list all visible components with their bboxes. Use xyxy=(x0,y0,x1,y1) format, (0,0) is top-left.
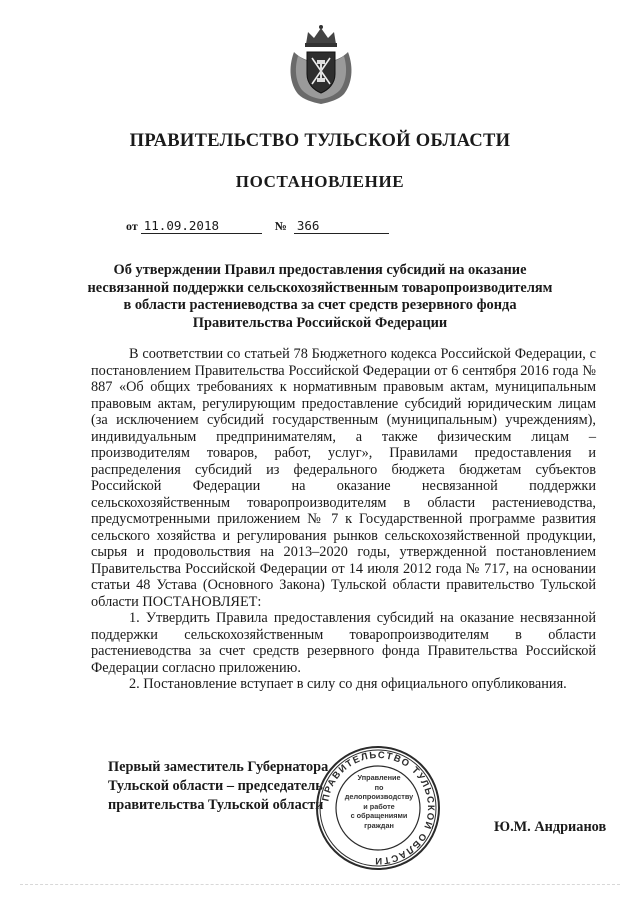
signatory-position-line: Тульской области – председатель xyxy=(108,778,323,794)
scan-edge-line xyxy=(20,884,620,886)
document-type: ПОСТАНОВЛЕНИЕ xyxy=(235,172,405,191)
subject-line: Об утверждении Правил предоставления субсидий на оказание xyxy=(113,262,527,278)
date-label: от xyxy=(126,219,138,233)
stamp-center-text xyxy=(340,773,418,830)
subject-line: в области растениеводства за счет средств резервного фонда xyxy=(123,297,517,313)
number-value: 366 xyxy=(294,219,389,234)
date-value: 11.09.2018 xyxy=(141,219,262,234)
subject-line: Правительства Российской Федерации xyxy=(192,314,448,331)
body-paragraph-preamble: В соответствии со статьей 78 Бюджетного кодекса Российской Федерации, с постановлением Правительства Российской Федерации от 6 сентября 2016 года № 887 «Об общих требованиях к нормативным правовым актам, муниципальным правовым актам, регулирующим предоставление субсидий юридическим лицам (за исключением субсидий государственным (муниципальным) учреждениям), индивидуальным предпринимателям, а также физическим лицам – производителям товаров, работ, услуг», Правилами предоставления и распределения субсидий из федерального бюджета бюджетам субъектов Российской Федерации на оказание несвязанной поддержки сельскохозяйственным товаропроизводителям в области растениеводства, предусмотренными приложением № 7 к Государственной программе развития сельского хозяйства и регулирования рынков сельскохозяйственной продукции, сырья и продовольствия на 2013–2020 годы, утвержденной постановлением Правительства Российской Федерации от 14 июля 2012 года № 717, на основании статьи 48 Устава (Основного Закона) Тульской области правительство Тульской области ПОСТАНОВЛЯЕТ: xyxy=(91,346,596,610)
stamp-ring-text: ПРАВИТЕЛЬСТВО ТУЛЬСКОЙ ОБЛАСТИ xyxy=(320,749,437,867)
stamp-line: Управление xyxy=(357,773,401,782)
body-paragraph-item-1: 1. Утвердить Правила предоставления субсидий на оказание несвязанной поддержки сельскохозяйственным товаропроизводителям в области растениеводства за счет средств резервного фонда Правительства Российской Федерации согласно приложению. xyxy=(91,610,596,676)
signatory-position xyxy=(108,758,328,815)
registration-line xyxy=(126,219,389,234)
signatory-position-line: правительства Тульской области xyxy=(108,797,324,813)
stamp-line: и работе xyxy=(363,801,395,811)
stamp-line: по делопроизводству xyxy=(344,782,414,801)
signatory-name: Ю.М. Андрианов xyxy=(494,819,607,835)
body-paragraph-item-2: 2. Постановление вступает в силу со дня официального опубликования. xyxy=(129,676,567,692)
tula-coat-of-arms-icon xyxy=(284,22,358,106)
organization-title: ПРАВИТЕЛЬСТВО ТУЛЬСКОЙ ОБЛАСТИ xyxy=(129,131,511,151)
signatory-position-line: Первый заместитель Губернатора xyxy=(108,759,329,775)
subject-line: несвязанной поддержки сельскохозяйственным товаропроизводителям xyxy=(87,279,553,296)
document-subject xyxy=(80,262,560,332)
document-body xyxy=(91,346,596,693)
stamp-line: граждан xyxy=(364,820,394,830)
stamp-line: с обращениями xyxy=(350,811,408,820)
number-label: № xyxy=(274,219,287,233)
